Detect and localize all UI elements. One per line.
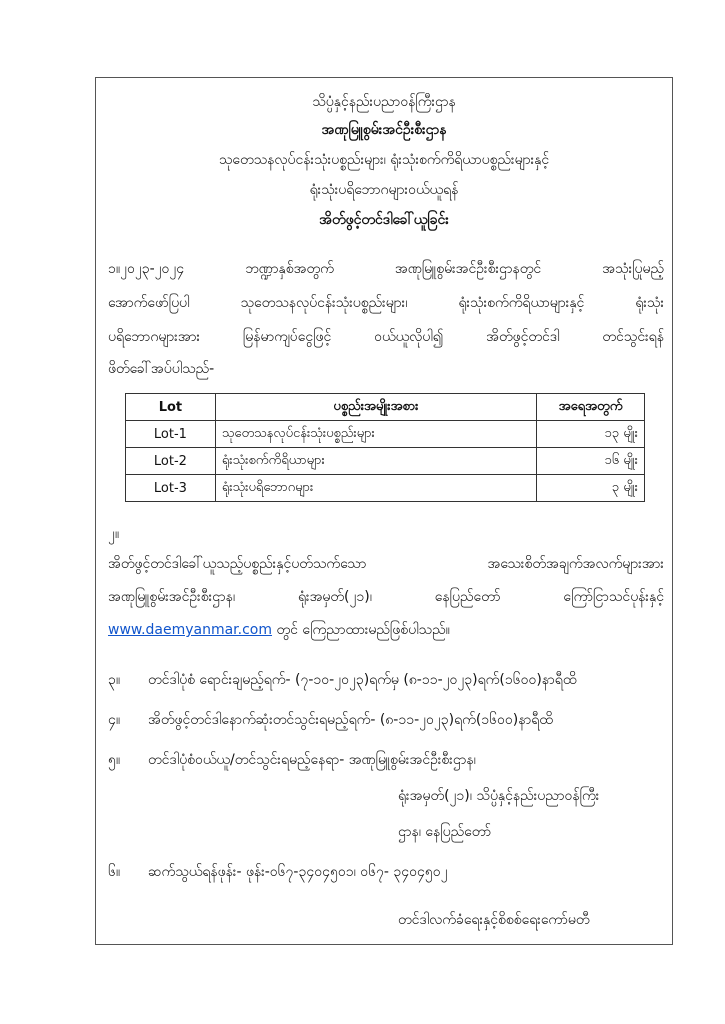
- ministry-name: သိပ္ပံနှင့်နည်းပညာဝန်ကြီးဌာန: [312, 94, 456, 110]
- para1-line4: ဖိတ်ခေါ်အပ်ပါသည်-: [108, 361, 215, 377]
- para2-word: နေပြည်တော်: [434, 589, 501, 605]
- committee-signature: တင်ဒါလက်ခံရေးနှင့်စိစစ်ရေးကော်မတီ: [398, 912, 590, 928]
- item4-number: ၄။: [108, 712, 121, 728]
- para2-word: အဏုမြူစွမ်းအင်ဦးစီးဌာန၊: [108, 589, 236, 605]
- item-type-cell: ရုံးသုံးစက်ကိရိယာများ: [215, 448, 536, 475]
- para2-word: ရုံးအမှတ်(၂၁)၊: [297, 589, 372, 605]
- item5-text: တင်ဒါပုံစံဝယ်ယူ/တင်သွင်းရမည့်နေရာ- အဏုမြူစွမ်းအင်ဦးစီးဌာန၊: [148, 752, 476, 768]
- table-row: [126, 475, 645, 502]
- para1-word: ပရိဘောဂများအား: [108, 329, 200, 345]
- item3-number: ၃။: [108, 672, 121, 688]
- para2-word: ကြော်ငြာသင်ပုန်းနှင့်: [563, 589, 664, 605]
- item-type-cell: ရုံးသုံးပရိဘောဂများ: [215, 475, 536, 502]
- para1-word: တင်သွင်းရန်: [602, 329, 664, 345]
- subject-line-2: ရုံးသုံးပရိဘောဂများဝယ်ယူရန်: [309, 182, 459, 198]
- para2-word: အသေးစိတ်အချက်အလက်များအား: [487, 556, 664, 572]
- para2-word: အိတ်ဖွင့်တင်ဒါခေါ်ယူသည့်ပစ္စည်းနှင့်ပတ်သက်သော: [108, 556, 367, 572]
- para1-word: အိတ်ဖွင့်တင်ဒါ: [486, 329, 560, 345]
- header-item-type: ပစ္စည်းအမျိုးအစား: [215, 394, 536, 421]
- item6-text: ဆက်သွယ်ရန်ဖုန်း- ဖုန်း-၀၆၇-၃၄၀၄၅၀၁၊ ၀၆၇- ၃၄၀၄၅၀၂: [148, 864, 448, 880]
- para1-line2: [108, 293, 664, 313]
- lot-cell: Lot-3: [126, 475, 216, 502]
- subject-line-1: သုတေသနလုပ်ငန်းသုံးပစ္စည်းများ၊ ရုံးသုံးစက်ကိရိယာပစ္စည်းများနှင့်: [218, 152, 550, 168]
- para1-word: မြန်မာကျပ်ငွေဖြင့်: [242, 329, 332, 345]
- para1-line1: [108, 259, 664, 279]
- para2-line2: [108, 587, 664, 607]
- para1-word: ဝယ်ယူလိုပါ၍: [374, 329, 444, 345]
- table-row: [126, 421, 645, 448]
- quantity-cell: ၃ မျိုး: [537, 475, 645, 502]
- item5-line2: ရုံးအမှတ်(၂၁)၊ သိပ္ပံနှင့်နည်းပညာဝန်ကြီး: [398, 788, 600, 804]
- para1-word: အဏုမြူစွမ်းအင်ဦးစီးဌာနတွင်: [394, 261, 542, 277]
- para1-word: ၁။၂၀၂၃-၂၀၂၄: [108, 261, 185, 277]
- para1-word: ရုံးသုံးစက်ကိရိယာများနှင့်: [458, 295, 585, 311]
- lot-cell: Lot-2: [126, 448, 216, 475]
- para2-line1: [108, 554, 664, 574]
- item3-text: တင်ဒါပုံစံ ရောင်းချမည့်ရက်- (၇-၁၀-၂၀၂၃)ရက်မှ (၈-၁၁-၂၀၂၃)ရက်(၁၆၀၀)နာရီထိ: [148, 672, 577, 688]
- notice-title: အိတ်ဖွင့်တင်ဒါခေါ်ယူခြင်း: [319, 212, 449, 228]
- item4-text: အိတ်ဖွင့်တင်ဒါနောက်ဆုံးတင်သွင်းရမည့်ရက်- (၈-၁၁-၂၀၂၃)ရက်(၁၆၀၀)နာရီထိ: [148, 712, 553, 728]
- item5-number: ၅။: [108, 752, 121, 768]
- para1-word: ဘဏ္ဍာနှစ်အတွက်: [245, 261, 334, 277]
- department-name: အဏုမြူစွမ်းအင်ဦးစီးဌာန: [321, 122, 447, 138]
- para1-word: အသုံးပြုမည့်: [602, 261, 664, 277]
- para2-line3-text: တွင် ကြေညာထားမည်ဖြစ်ပါသည်။: [272, 622, 450, 638]
- table-row: [126, 448, 645, 475]
- lot-cell: Lot-1: [126, 421, 216, 448]
- item6-number: ၆။: [108, 864, 121, 880]
- para2-line3: [108, 620, 450, 641]
- para1-line3: [108, 327, 664, 347]
- table-header-row: [126, 394, 645, 421]
- lot-table: [125, 393, 645, 502]
- header-lot: Lot: [126, 394, 216, 421]
- para1-word: အောက်ဖော်ပြပါ: [108, 295, 190, 311]
- item-type-cell: သုတေသနလုပ်ငန်းသုံးပစ္စည်းများ: [215, 421, 536, 448]
- para2-number: ၂။: [108, 526, 120, 542]
- para1-word: ရုံးသုံး: [635, 295, 664, 311]
- para1-word: သုတေသနလုပ်ငန်းသုံးပစ္စည်းများ၊: [240, 295, 408, 311]
- item5-line3: ဌာန၊ နေပြည်တော်: [398, 824, 492, 840]
- website-link[interactable]: www.daemyanmar.com: [108, 622, 273, 638]
- quantity-cell: ၁၃ မျိုး: [537, 421, 645, 448]
- header-quantity: အရေအတွက်: [537, 394, 645, 421]
- document-border: [95, 77, 673, 945]
- quantity-cell: ၁၆ မျိုး: [537, 448, 645, 475]
